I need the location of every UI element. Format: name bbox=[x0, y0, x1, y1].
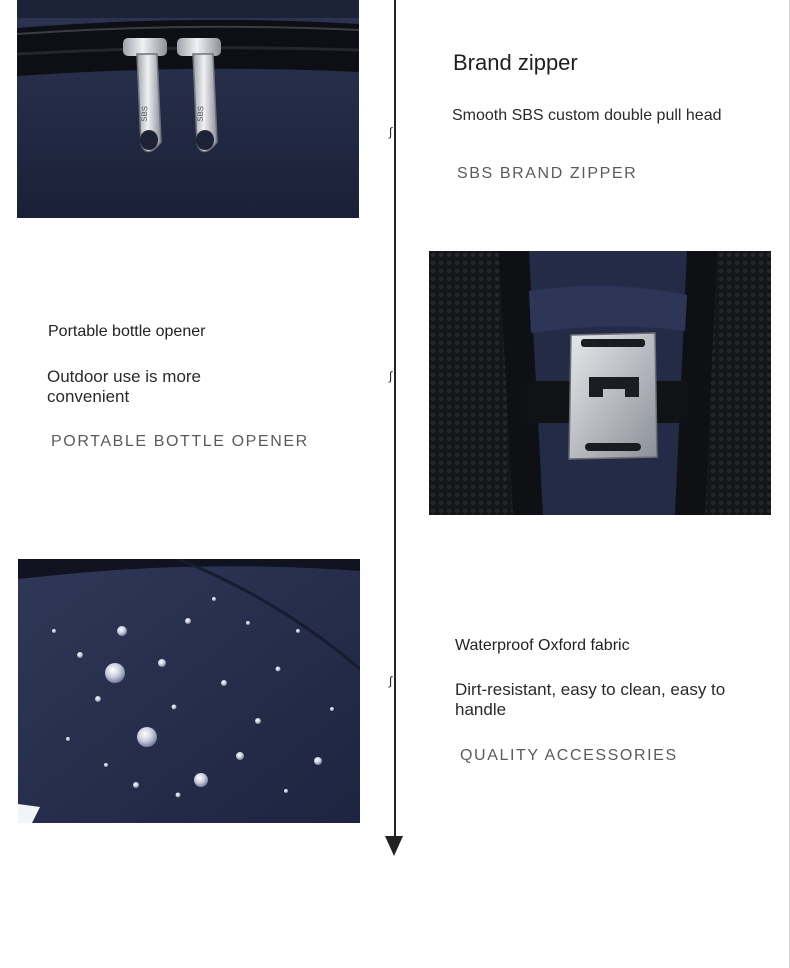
timeline-tick-2: ∫ bbox=[389, 369, 393, 383]
section-2-subtitle: Outdoor use is more convenient bbox=[47, 367, 202, 406]
section-3-caption: QUALITY ACCESSORIES bbox=[460, 747, 678, 764]
zipper-photo-svg bbox=[17, 0, 359, 218]
section-1-caption: SBS BRAND ZIPPER bbox=[457, 165, 638, 182]
timeline-arrow-down-icon bbox=[385, 836, 403, 856]
section-1-subtitle: Smooth SBS custom double pull head bbox=[452, 107, 722, 124]
waterproof-fabric-photo bbox=[18, 559, 360, 823]
zipper-photo bbox=[17, 0, 359, 218]
zipper-brand-mark-2: SBS bbox=[195, 105, 206, 123]
zipper-brand-mark-1: SBS bbox=[139, 105, 150, 123]
section-1-title: Brand zipper bbox=[453, 50, 578, 75]
bottle-opener-photo bbox=[429, 251, 771, 515]
section-2-title: Portable bottle opener bbox=[48, 323, 206, 340]
waterproof-fabric-photo-svg bbox=[18, 559, 360, 823]
bottle-opener-photo-svg bbox=[429, 251, 771, 515]
timeline-tick-3: ∫ bbox=[389, 674, 393, 688]
section-3-title: Waterproof Oxford fabric bbox=[455, 637, 630, 654]
section-3-subtitle: Dirt-resistant, easy to clean, easy to handle bbox=[455, 680, 726, 719]
timeline-tick-1: ∫ bbox=[389, 125, 393, 139]
section-2-caption: PORTABLE BOTTLE OPENER bbox=[51, 433, 309, 450]
